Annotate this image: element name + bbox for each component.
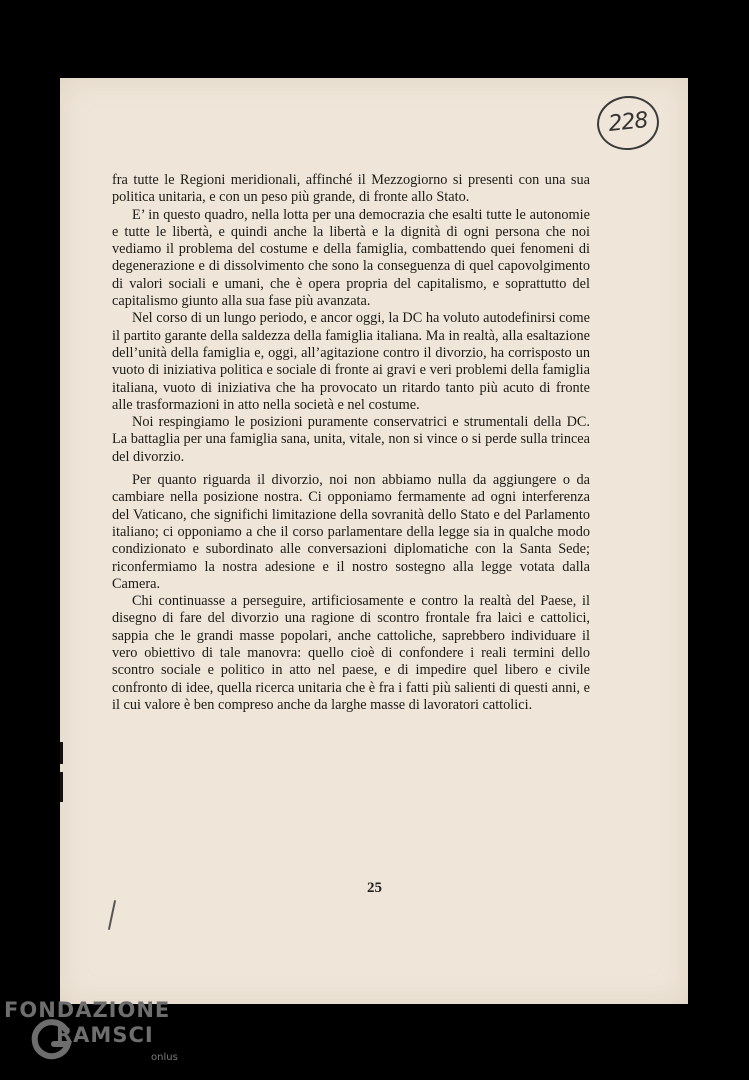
paragraph: Per quanto riguarda il divorzio, noi non abbiamo nulla da aggiungere o da cambiare nella posizione nostra. Ci opponiamo fermamente ad ogni interferenza del Vaticano, che significhi limitazione della sovranità dello Stato e del Parlamento italiano; ci opponiamo a che il corso parlamentare della legge sia in qualche modo condizionato e subordinato alle conversazioni diplomatiche con la Santa Sede; riconfermiamo la nostra adesione e il nostro sostegno alla legge votata dalla Camera. (112, 472, 590, 592)
paragraph: E’ in questo quadro, nella lotta per una democrazia che esalti tutte le autonomie e tutte le libertà, e quindi anche la libertà e la dignità di ogni persona che noi vediamo il problema del costume e della famiglia, combattendo quei fenomeni di degenerazione e di dissolvimento che sono la conseguenza di quel capovolgimento di valori sociali e umani, che è opera propria del capitalismo, e soprattutto del capitalismo giunto alla sua fase più avanzata. (112, 206, 590, 310)
fondazione-gramsci-logo (4, 996, 189, 1076)
logo-line1: FONDAZIONE (4, 998, 171, 1022)
paragraph: fra tutte le Regioni meridionali, affinché il Mezzogiorno si presenti con una sua politica unitaria, e con un peso più grande, di fronte allo Stato. (112, 172, 590, 206)
paragraph: Nel corso di un lungo periodo, e ancor oggi, la DC ha voluto autodefinirsi come il partito garante della saldezza della famiglia italiana. Ma in realtà, alla esaltazione dell’unità della famiglia e, oggi, all’agitazione contro il divorzio, ha corrisposto un vuoto di iniziativa politica e sociale di fronte ai gravi e veri problemi della famiglia italiana, vuoto di iniziativa che ha provocato un ritardo tanto più acuto di fronte alle trasformazioni in atto nella società e nel costume. (112, 310, 590, 413)
document-body (112, 172, 590, 714)
logo-subtitle: onlus (151, 1052, 178, 1063)
archive-number-stamp: 228 (594, 93, 661, 153)
binding-mark (60, 742, 63, 764)
paragraph: Noi respingiamo le posizioni puramente conservatrici e strumentali della DC. La battaglia per una famiglia sana, unita, vitale, non si vince o si perde sulla trincea del divorzio. (112, 414, 590, 465)
page-number: 25 (367, 880, 382, 896)
paragraph: Chi continuasse a perseguire, artificiosamente e contro la realtà del Paese, il disegno di fare del divorzio una ragione di scontro frontale fra laici e cattolici, sappia che le grandi masse popolari, anche cattoliche, saprebbero individuare il vero obiettivo di tale manovra: quello cioè di confondere i reali termini dello scontro sociale e politico in atto nel paese, e di impedire quel libero e civile confronto di idee, quella ricerca unitaria che è fra i fatti più salienti di questi anni, e il cui valore è ben compreso anche da larghe masse di lavoratori cattolici. (112, 593, 590, 713)
binding-mark (60, 772, 63, 802)
logo-line2: RAMSCI (56, 1023, 154, 1047)
